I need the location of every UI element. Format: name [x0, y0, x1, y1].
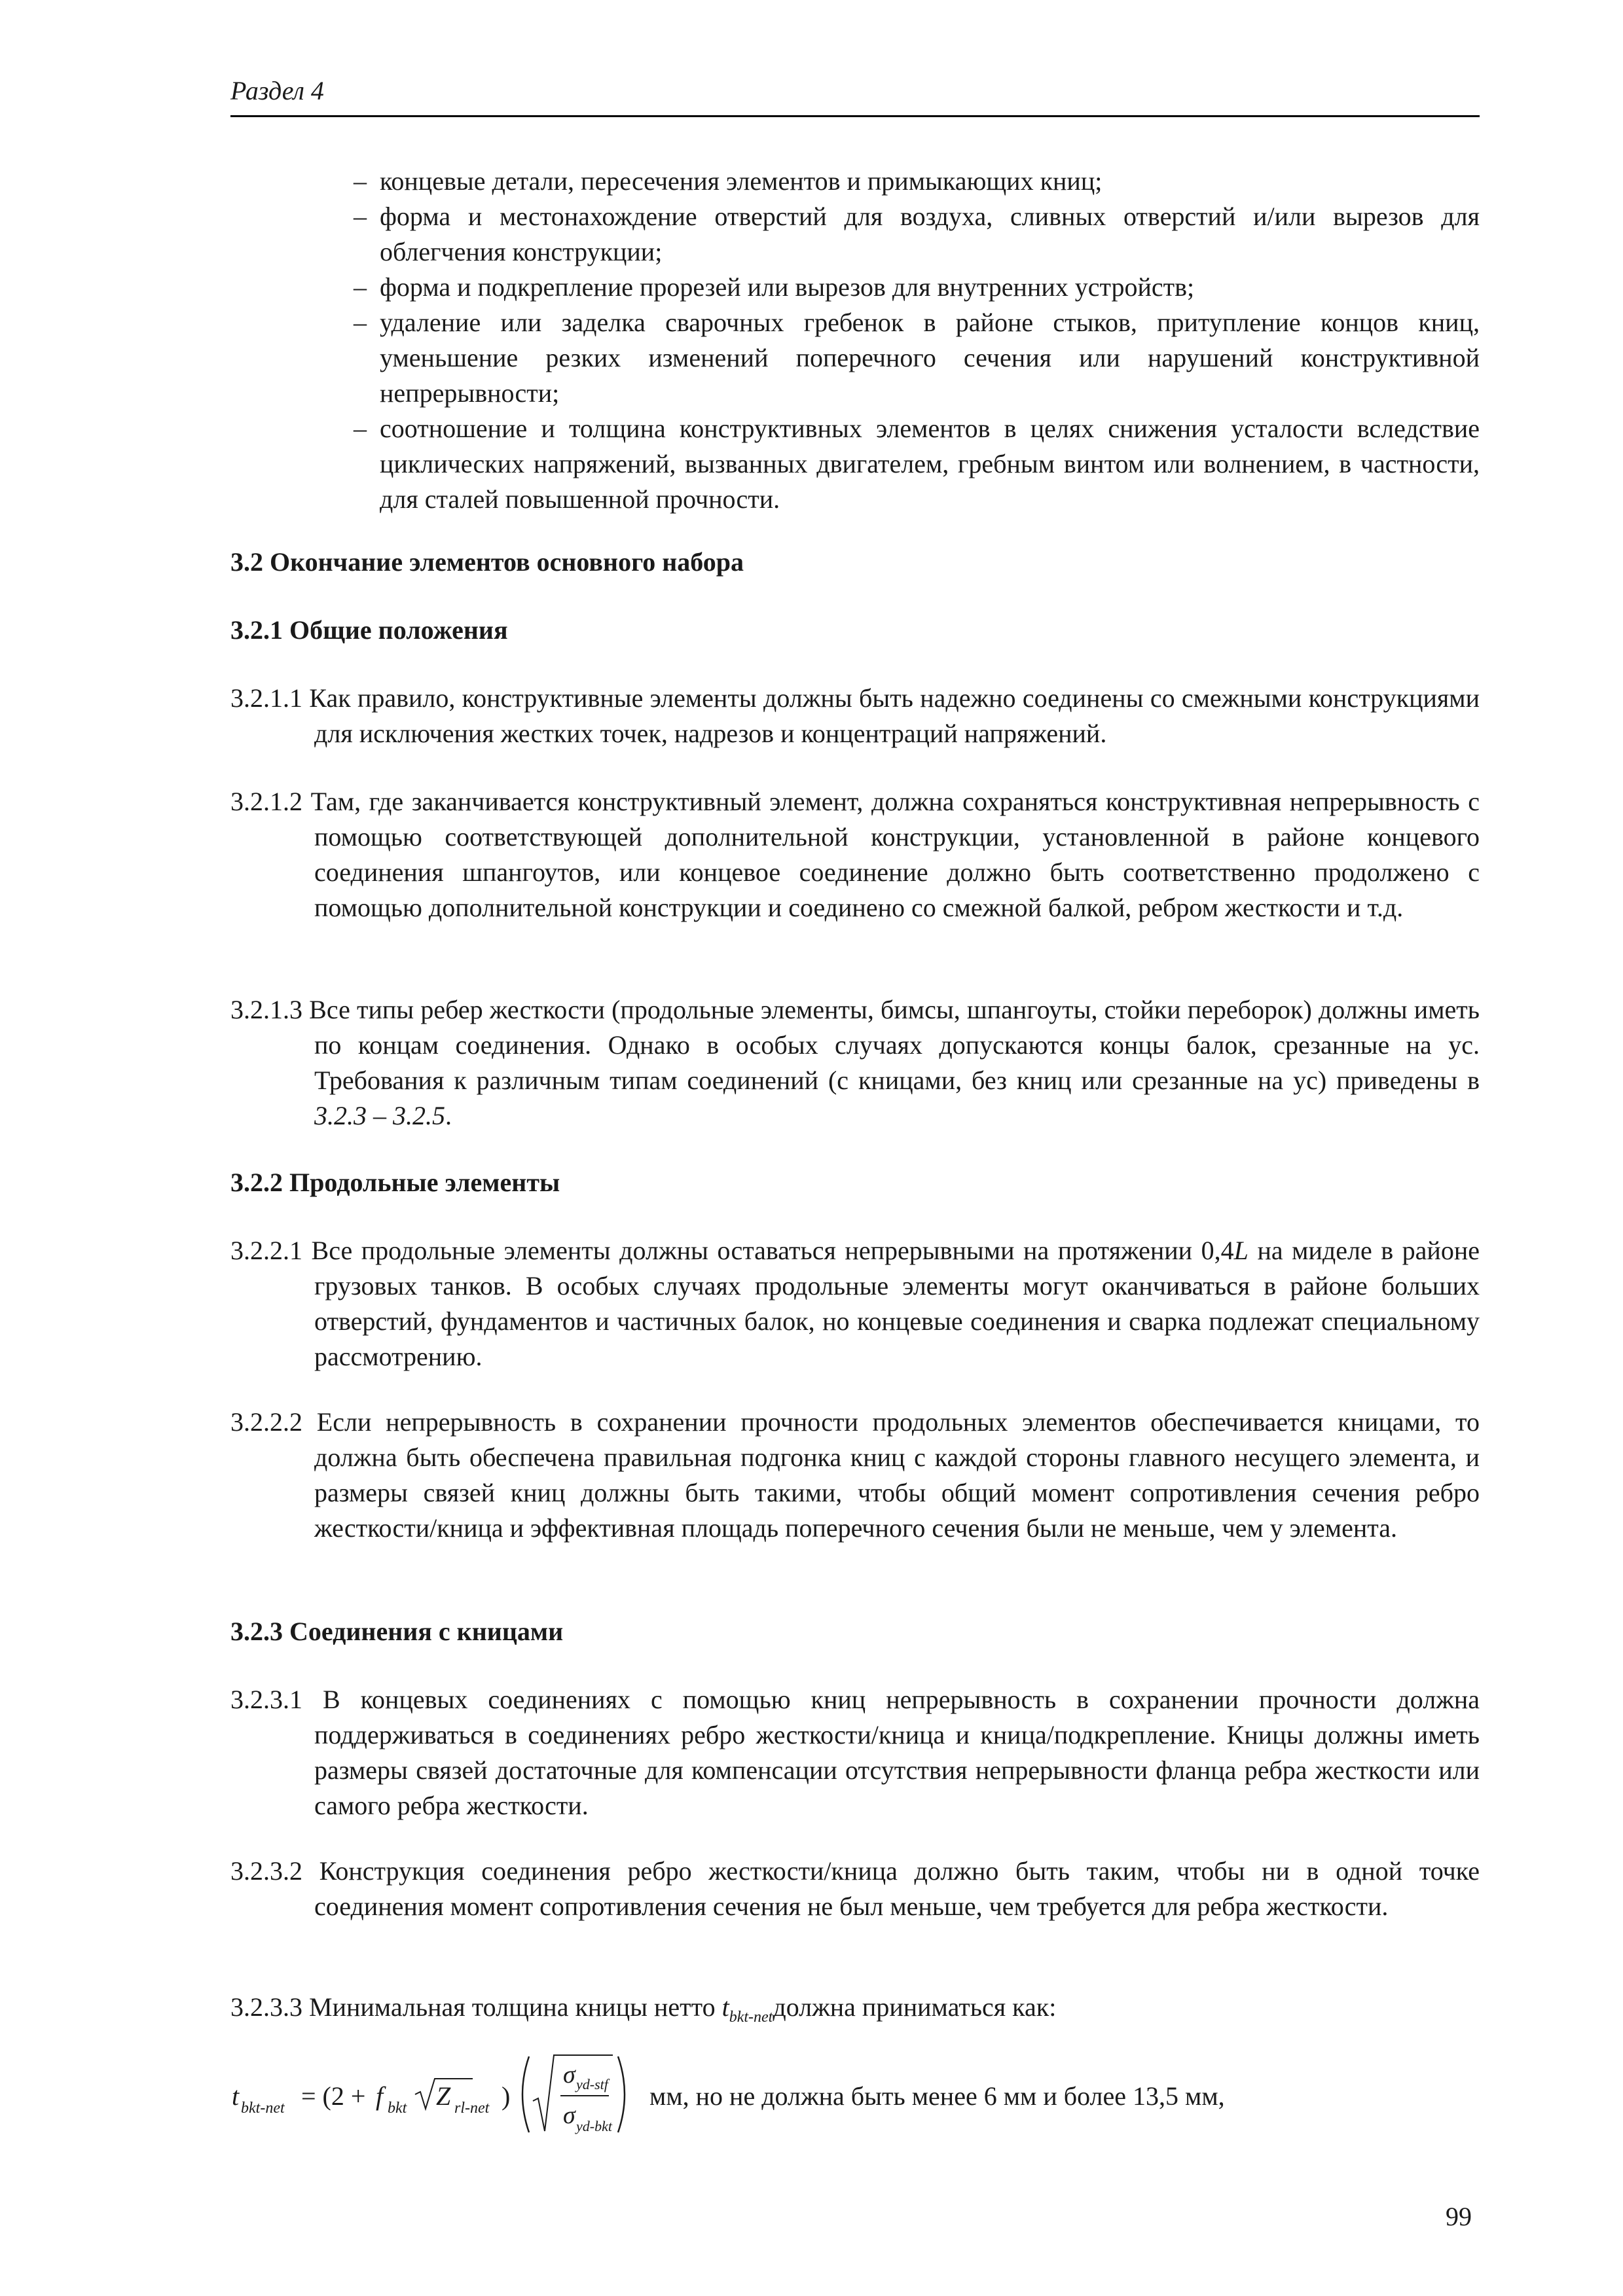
bullet-dash: –: [354, 202, 367, 231]
requirement-list: [354, 164, 1480, 517]
sigma-denominator: σ: [563, 2102, 575, 2129]
list-item: – удаление или заделка сварочных гребенок в районе стыков, притупление концов книц, уменьшение резких изменений поперечного сечения или нарушений конструктивной непрерывности;: [354, 305, 1480, 411]
cross-reference: 3.2.3 – 3.2.5: [314, 1101, 445, 1130]
sigma-numerator: σ: [563, 2061, 575, 2089]
heading-3-2-2: 3.2.2 Продольные элементы: [230, 1168, 560, 1197]
paragraph-3-2-2-2: 3.2.2.2 Если непрерывность в сохранении прочности продольных элементов обеспечивается кницами, то должна быть обеспечена правильная подгонка книц с каждой стороны главного несущего элемента, и размеры связей книц должны быть такими, чтобы общий момент сопротивления сечения ребро жесткости/кница и эффективная площадь поперечного сечения были не меньше, чем у элемента.: [230, 1407, 1480, 1543]
formula-z: Z: [436, 2081, 451, 2111]
formula-tail: мм, но не должна быть менее 6 мм и более 13,5 мм,: [649, 2081, 1225, 2111]
numerator-subscript: yd-stf: [576, 2076, 608, 2092]
formula-f: f: [376, 2081, 384, 2111]
list-item: – соотношение и толщина конструктивных элементов в целях снижения усталости вследствие циклических напряжений, вызванных двигателем, гребным винтом или волнением, в частности, для сталей повышенной прочности.: [354, 411, 1480, 517]
paragraph-3-2-1-1: 3.2.1.1 Как правило, конструктивные элементы должны быть надежно соединены со смежными конструкциями для исключения жестких точек, надрезов и концентраций напряжений.: [230, 683, 1480, 748]
bullet-dash: –: [354, 308, 367, 337]
bullet-dash: –: [354, 272, 367, 302]
list-item: – концевые детали, пересечения элементов и примыкающих книц;: [354, 164, 1480, 199]
heading-3-2-1: 3.2.1 Общие положения: [230, 615, 508, 645]
formula-z-subscript: rl-net: [454, 2100, 490, 2117]
right-big-paren: [618, 2056, 625, 2132]
heading-3-2-3: 3.2.3 Соединения с кницами: [230, 1617, 564, 1646]
paragraph-3-2-1-2: 3.2.1.2 Там, где заканчивается конструктивный элемент, должна сохраняться конструктивная непрерывность с помощью соответствующей дополнительной конструкции, установленной в районе концевого соединения шпангоутов, или концевое соединение должно быть соответственно продолжено с помощью дополнительной конструкции и соединено со смежной балкой, ребром жесткости и т.д.: [230, 787, 1480, 922]
formula-t: t: [232, 2081, 240, 2111]
paragraph-3-2-3-3: 3.2.3.3 Минимальная толщина кницы нетто $t_{bkt-net}должна$ приниматься как:: [230, 1992, 1057, 2026]
paragraph-3-2-1-3: 3.2.1.3 Все типы ребер жесткости (продольные элементы, бимсы, шпангоуты, стойки переборок) должны иметь по концам соединения. Однако в особых случаях допускаются концы балок, срезанные на ус. Требования к различным типам соединений (с кницами, без книц или срезанные на ус) приведены в 3.2.3 – 3.2.5.: [230, 995, 1480, 1130]
formula-t-subscript: bkt-net: [241, 2100, 285, 2117]
paragraph-3-2-2-1: 3.2.2.1 Все продольные элементы должны оставаться непрерывными на протяжении 0,4L на миделе в районе грузовых танков. В особых случаях продольные элементы могут оканчиваться в районе больших отверстий, фундаментов и частичных балок, но концевые соединения и сварка подлежат специальному рассмотрению.: [230, 1236, 1480, 1371]
formula-f-subscript: bkt: [388, 2100, 407, 2117]
header-rule: [230, 115, 1480, 117]
heading-3-2: 3.2 Окончание элементов основного набора: [230, 547, 744, 577]
paragraph-3-2-3-2: 3.2.3.2 Конструкция соединения ребро жесткости/кница должно быть таким, чтобы ни в одной точке соединения момент сопротивления сечения не был меньше, чем требуется для ребра жесткости.: [230, 1856, 1480, 1921]
denominator-subscript: yd-bkt: [576, 2118, 612, 2134]
page-number: 99: [1446, 2202, 1472, 2231]
formula-equals: = (2 +: [301, 2081, 366, 2111]
list-item: – форма и местонахождение отверстий для воздуха, сливных отверстий и/или вырезов для облегчения конструкции;: [354, 199, 1480, 270]
thickness-formula: [230, 2042, 1480, 2147]
left-big-paren: [522, 2056, 529, 2132]
list-item: – форма и подкрепление прорезей или вырезов для внутренних устройств;: [354, 270, 1480, 305]
paragraph-3-2-3-1: 3.2.3.1 В концевых соединениях с помощью книц непрерывность в сохранении прочности должна поддерживаться в соединениях ребро жесткости/кница и кница/подкрепление. Кницы должны иметь размеры связей достаточные для компенсации отсутствия непрерывности фланца ребра жесткости или самого ребра жесткости.: [230, 1685, 1480, 1820]
section-header: Раздел 4: [230, 76, 324, 105]
bullet-dash: –: [354, 166, 367, 196]
formula-close-paren: ): [501, 2081, 511, 2111]
bullet-dash: –: [354, 414, 367, 443]
